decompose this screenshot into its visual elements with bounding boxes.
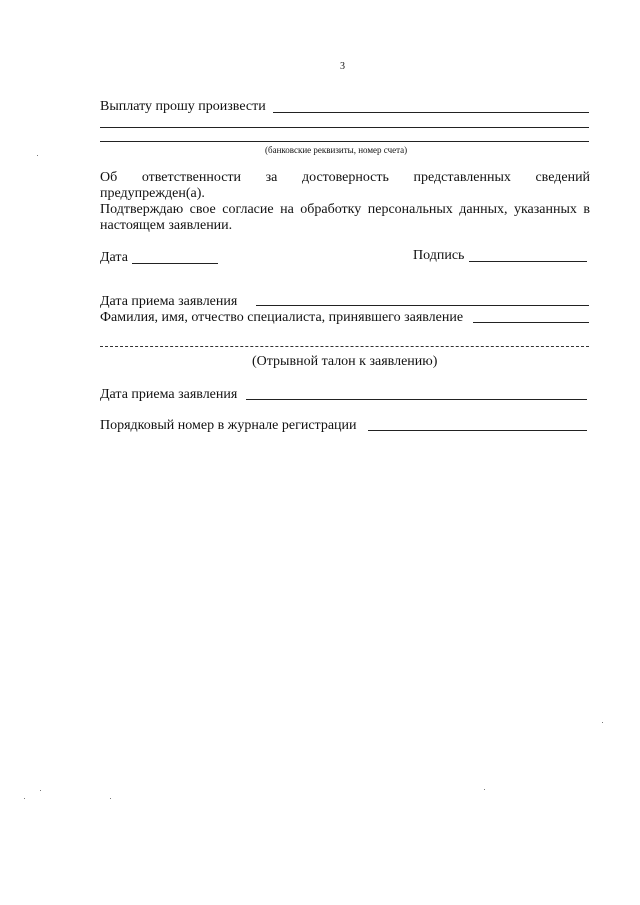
stub-date-label: Дата приема заявления xyxy=(100,387,238,402)
bank-details-caption: (банковские реквизиты, номер счета) xyxy=(265,145,408,155)
specialist-field-line[interactable] xyxy=(473,322,589,323)
date-label: Дата xyxy=(100,250,128,265)
scan-speck xyxy=(602,722,603,723)
page-number: 3 xyxy=(340,61,345,72)
consent-line-2: настоящем заявлении. xyxy=(100,218,233,233)
word: достоверность xyxy=(301,170,389,185)
payment-field-line-3[interactable] xyxy=(100,141,589,142)
payment-field-line-2[interactable] xyxy=(100,127,589,128)
scan-speck xyxy=(37,155,38,156)
word: Об xyxy=(100,170,118,185)
responsibility-line-1 xyxy=(100,170,590,186)
signature-field-line[interactable] xyxy=(469,261,587,262)
date-field-line[interactable] xyxy=(132,263,218,264)
tear-off-dashed-line xyxy=(100,346,589,347)
stub-title: (Отрывной талон к заявлению) xyxy=(252,354,438,369)
word: представленных xyxy=(413,170,511,185)
word: за xyxy=(265,170,278,185)
word: сведений xyxy=(535,170,591,185)
reception-date-label: Дата приема заявления xyxy=(100,294,238,309)
scan-speck xyxy=(110,798,111,799)
scan-speck xyxy=(40,790,41,791)
journal-number-field-line[interactable] xyxy=(368,430,587,431)
scan-speck xyxy=(484,789,485,790)
scan-speck xyxy=(24,798,25,799)
word: ответственности xyxy=(141,170,242,185)
responsibility-line-2: предупрежден(а). xyxy=(100,186,205,201)
specialist-label: Фамилия, имя, отчество специалиста, принявшего заявление xyxy=(100,310,464,325)
reception-date-field-line[interactable] xyxy=(256,305,589,306)
payment-label: Выплату прошу произвести xyxy=(100,99,266,114)
journal-number-label: Порядковый номер в журнале регистрации xyxy=(100,418,357,433)
payment-field-line-1[interactable] xyxy=(273,112,589,113)
consent-line-1: Подтверждаю свое согласие на обработку персональных данных, указанных в xyxy=(100,202,590,217)
stub-date-field-line[interactable] xyxy=(246,399,587,400)
signature-label: Подпись xyxy=(413,248,465,263)
